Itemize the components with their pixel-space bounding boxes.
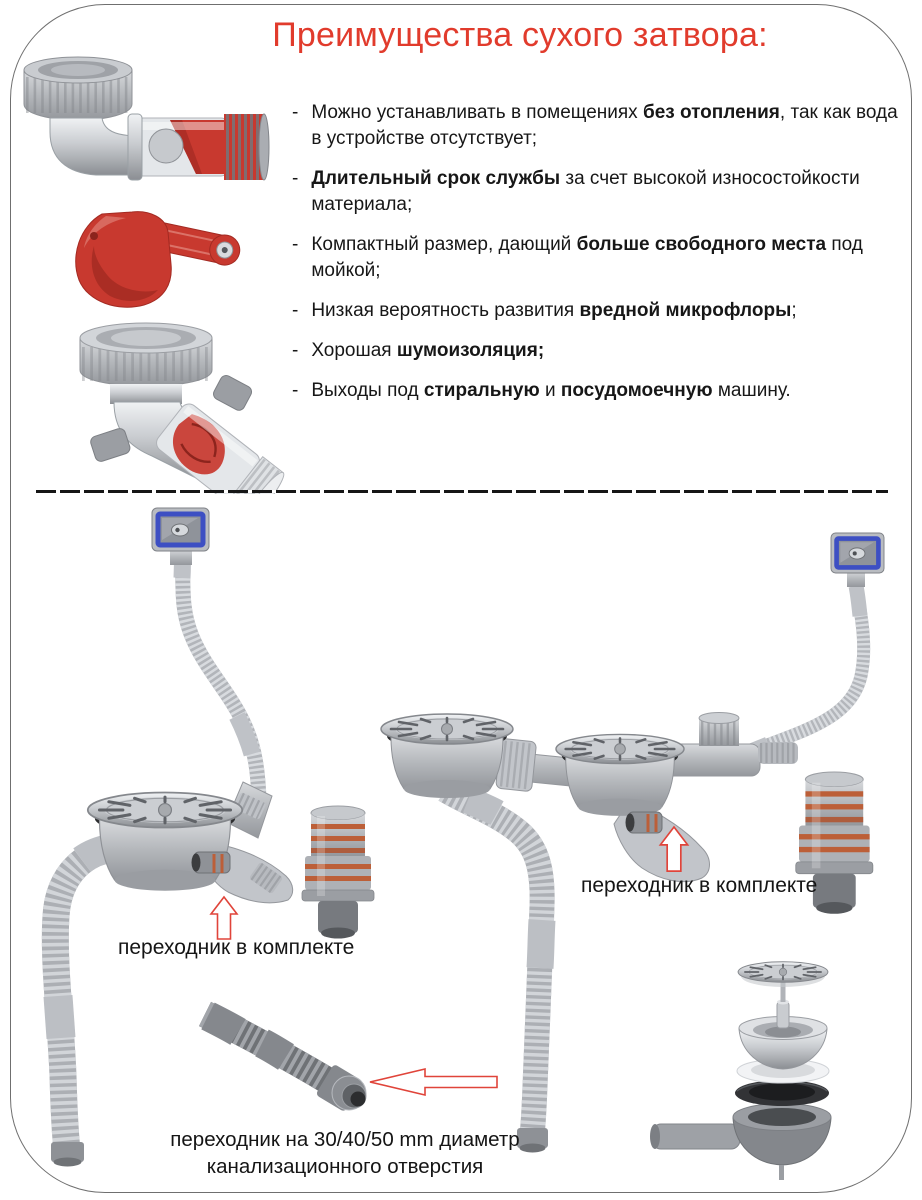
advantage-text: Выходы под стиральную и посудомоечную машину. xyxy=(311,380,791,401)
union-nut xyxy=(80,323,212,386)
advantage-text: Низкая вероятность развития вредной микрофлоры; xyxy=(311,300,797,321)
advantage-text: Компактный размер, дающий больше свободного места под мойкой; xyxy=(311,234,863,281)
side-outlet-port-left xyxy=(192,852,231,873)
center-cap xyxy=(149,129,183,163)
advantage-item xyxy=(292,338,910,364)
corrugated-hose-right xyxy=(445,790,548,1153)
nut-neck xyxy=(110,384,182,404)
page-title: Преимущества сухого затвора: xyxy=(272,16,768,54)
elbow-body xyxy=(50,118,140,175)
advantage-item xyxy=(292,232,910,284)
lower-illustration xyxy=(0,490,922,1200)
hose-adapter-label xyxy=(140,1126,550,1180)
hose-adapter-left xyxy=(302,806,374,939)
overflow-cover-left xyxy=(152,508,209,565)
corrugated-hose-left xyxy=(51,848,112,1167)
vertical-threaded-port xyxy=(699,713,739,747)
overflow-cover-right xyxy=(831,533,884,587)
side-cap-top xyxy=(211,373,253,412)
product-image-elbow-fitting xyxy=(16,40,271,188)
side-outlet-port-right xyxy=(626,812,663,833)
hose-adapter-label-line1: переходник на 30/40/50 mm диаметр xyxy=(170,1128,520,1151)
advantage-item xyxy=(292,378,910,404)
collar-band xyxy=(128,114,142,180)
union-nut xyxy=(24,57,132,120)
side-cap-left xyxy=(89,427,131,463)
bullet-dash: - xyxy=(292,380,299,401)
adapter-included-label-right: переходник в комплекте xyxy=(581,874,818,897)
hose-adapter-label-line2: канализационного отверстия xyxy=(206,1155,484,1178)
advantage-text: Длительный срок службы за счет высокой износостойкости материала; xyxy=(311,168,860,215)
left-arrow-icon xyxy=(370,1069,497,1095)
bullet-dash: - xyxy=(292,168,299,189)
advantage-text: Хорошая шумоизоляция; xyxy=(311,340,545,361)
advantage-item xyxy=(292,100,910,152)
overflow-hose-left xyxy=(182,552,259,800)
advantage-text: Можно устанавливать в помещениях без отопления, так как вода в устройстве отсутствует; xyxy=(311,102,898,149)
bullet-dash: - xyxy=(292,102,299,123)
adapter-included-label-left: переходник в комплекте xyxy=(118,936,355,959)
threaded-end xyxy=(224,114,269,180)
bullet-dash: - xyxy=(292,340,299,361)
overflow-hose-right xyxy=(748,586,864,752)
product-image-angled-fitting xyxy=(48,312,288,494)
product-image-red-flap-valve xyxy=(58,186,263,316)
bullet-dash: - xyxy=(292,300,299,321)
bullet-dash: - xyxy=(292,234,299,255)
corrugated-hose-piece xyxy=(205,1014,366,1112)
flap-scoop xyxy=(76,212,172,308)
right-drain-assembly xyxy=(381,713,798,882)
advantages-list xyxy=(292,100,910,418)
advantage-item xyxy=(292,298,910,324)
exploded-drain-parts xyxy=(650,962,831,1180)
overflow-inlet xyxy=(758,742,798,764)
advantage-item xyxy=(292,166,910,218)
up-arrow-icon-left xyxy=(211,897,237,939)
left-drain-assembly xyxy=(88,782,293,903)
